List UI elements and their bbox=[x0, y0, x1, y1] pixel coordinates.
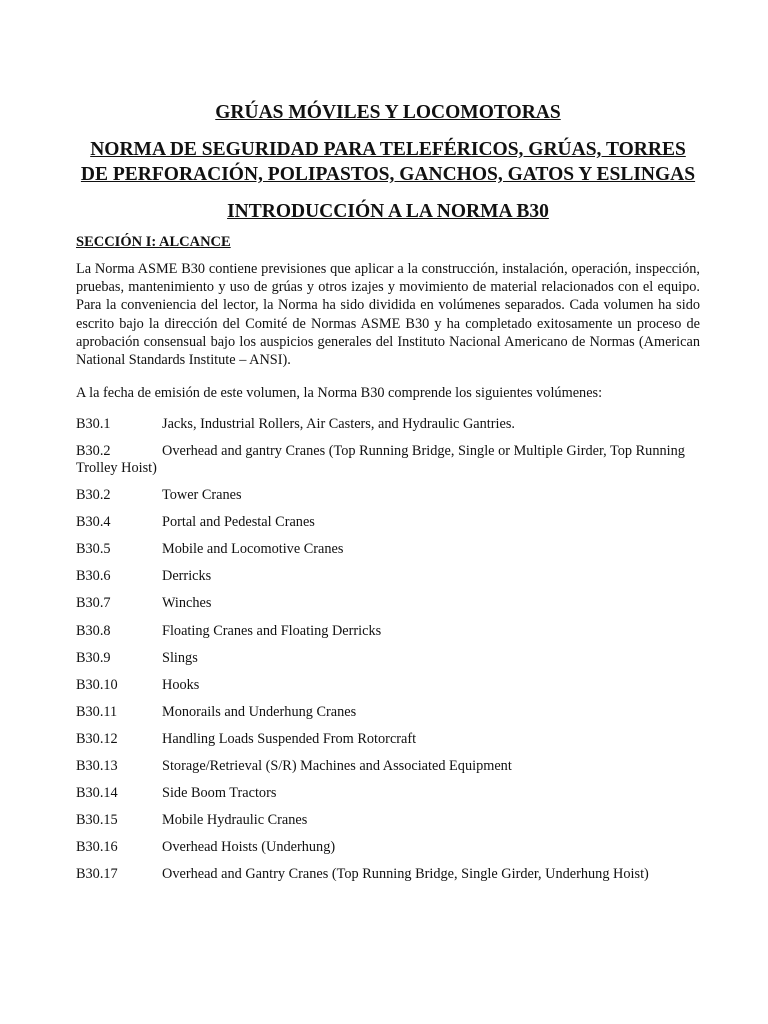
volume-code: B30.7 bbox=[76, 595, 111, 612]
volume-description: Jacks, Industrial Rollers, Air Casters, and Hydraulic Gantries. bbox=[162, 416, 515, 433]
section-heading: SECCIÓN I: ALCANCE bbox=[76, 234, 231, 250]
volume-description: Tower Cranes bbox=[162, 487, 242, 504]
volume-item bbox=[76, 623, 700, 650]
volume-item bbox=[76, 677, 700, 704]
volume-code: B30.8 bbox=[76, 622, 111, 639]
volumes-intro-paragraph: A la fecha de emisión de este volumen, la Norma B30 comprende los siguientes volúmenes: bbox=[76, 384, 603, 401]
volume-code: B30.6 bbox=[76, 568, 111, 585]
volume-item bbox=[76, 514, 700, 541]
volume-item bbox=[76, 704, 700, 731]
volume-code: B30.14 bbox=[76, 785, 118, 802]
volume-description: Handling Loads Suspended From Rotorcraft bbox=[162, 730, 417, 747]
volume-item bbox=[76, 758, 700, 785]
volume-description: Winches bbox=[162, 595, 212, 612]
volume-code: B30.16 bbox=[76, 839, 118, 856]
volume-item bbox=[76, 487, 700, 514]
volume-code: B30.13 bbox=[76, 758, 118, 775]
volume-description: Floating Cranes and Floating Derricks bbox=[162, 622, 382, 639]
volume-description: Overhead and Gantry Cranes (Top Running Bridge, Single Girder, Underhung Hoist) bbox=[162, 866, 649, 883]
volume-code: B30.10 bbox=[76, 676, 118, 693]
volume-code: B30.9 bbox=[76, 649, 111, 666]
volume-description: Mobile and Locomotive Cranes bbox=[162, 541, 344, 558]
volume-code: B30.5 bbox=[76, 541, 111, 558]
volume-item bbox=[76, 731, 700, 758]
volume-item bbox=[76, 650, 700, 677]
volume-description: Mobile Hydraulic Cranes bbox=[162, 812, 308, 829]
volume-description: Side Boom Tractors bbox=[162, 785, 277, 802]
volume-item bbox=[76, 416, 700, 443]
volume-list bbox=[76, 416, 700, 894]
volume-code: B30.2 bbox=[76, 487, 111, 504]
volume-description: Portal and Pedestal Cranes bbox=[162, 514, 315, 531]
volume-item bbox=[76, 839, 700, 866]
volume-item bbox=[76, 568, 700, 595]
volume-item bbox=[76, 595, 700, 622]
volume-code: B30.11 bbox=[76, 703, 118, 720]
volume-item bbox=[76, 541, 700, 568]
document-page bbox=[76, 100, 700, 894]
volume-description: Slings bbox=[162, 649, 198, 666]
volume-code: B30.4 bbox=[76, 514, 111, 531]
document-title: GRÚAS MÓVILES Y LOCOMOTORAS bbox=[215, 102, 561, 123]
volume-code: B30.1 bbox=[76, 416, 111, 433]
standard-title: NORMA DE SEGURIDAD PARA TELEFÉRICOS, GRÚAS, TORRES DE PERFORACIÓN, POLIPASTOS, GANCHOS, GATOS Y ESLINGAS bbox=[80, 139, 696, 185]
volume-description: Storage/Retrieval (S/R) Machines and Associated Equipment bbox=[162, 758, 512, 775]
introduction-title: INTRODUCCIÓN A LA NORMA B30 bbox=[227, 201, 549, 222]
volume-description: Overhead Hoists (Underhung) bbox=[162, 839, 336, 856]
volume-description: Overhead and gantry Cranes (Top Running Bridge, Single or Multiple Girder, Top Running Trolley Hoist) bbox=[76, 443, 685, 477]
volume-item bbox=[76, 812, 700, 839]
volume-description: Hooks bbox=[162, 676, 200, 693]
volume-description: Derricks bbox=[162, 568, 212, 585]
volume-code: B30.15 bbox=[76, 812, 118, 829]
volume-code: B30.12 bbox=[76, 730, 118, 747]
volume-item bbox=[76, 866, 700, 893]
scope-paragraph: La Norma ASME B30 contiene previsiones que aplicar a la construcción, instalación, operación, inspección, pruebas, mantenimiento y uso de grúas y otros izajes y movimiento de material relacionados con el equipo. Para la conveniencia del lector, la Norma ha sido dividida en volúmenes separados. Cada volumen ha sido escrito bajo la dirección del Comité de Normas ASME B30 y ha completado exitosamente un proceso de aprobación consensual bajo los auspicios generales del Instituto Nacional Americano de Normas (American National Standards Institute – ANSI). bbox=[76, 261, 700, 369]
volume-code: B30.2 bbox=[76, 443, 111, 460]
volume-item bbox=[76, 785, 700, 812]
volume-code: B30.17 bbox=[76, 866, 118, 883]
volume-description: Monorails and Underhung Cranes bbox=[162, 703, 357, 720]
volume-item bbox=[76, 443, 700, 487]
